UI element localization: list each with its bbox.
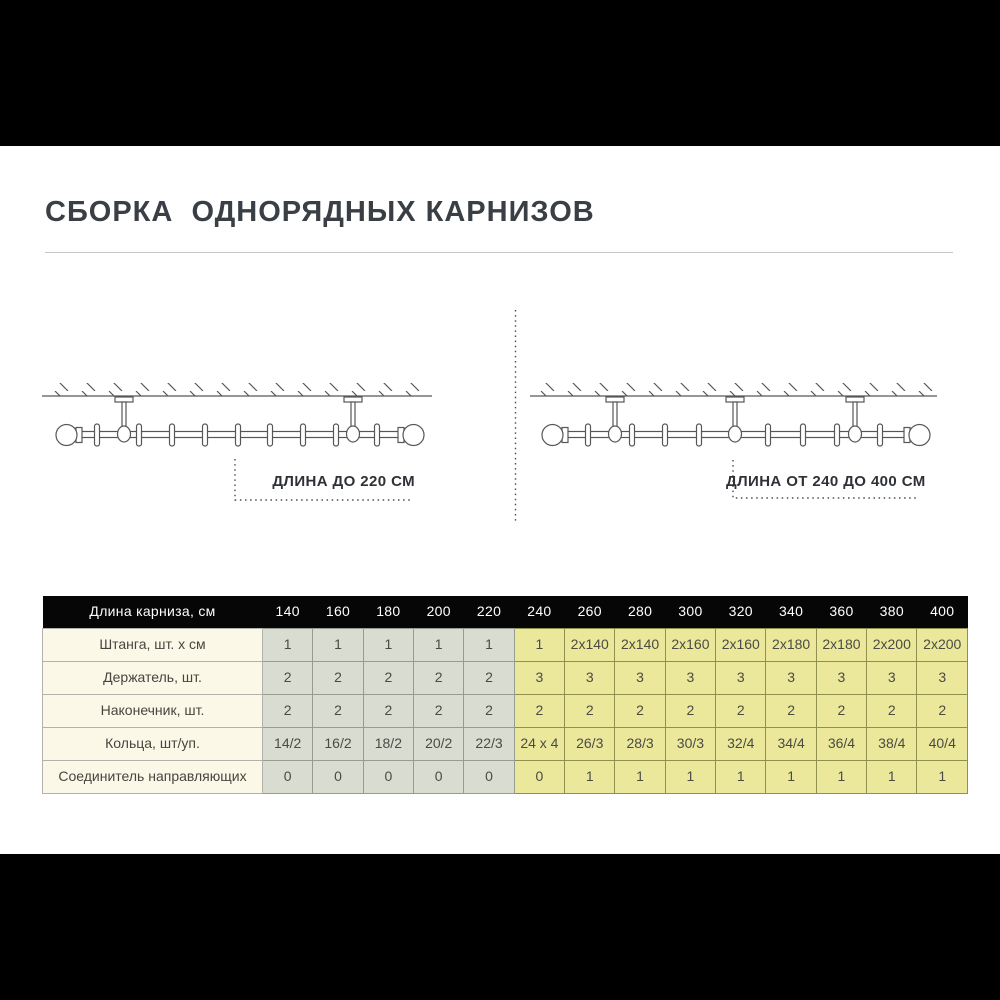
table-cell: 14/2 (263, 728, 313, 761)
diagram-label-up-to-220: ДЛИНА ДО 220 СМ (272, 473, 415, 490)
diagram-label-240-400: ДЛИНА ОТ 240 ДО 400 СМ (726, 473, 926, 490)
table-corner-header: Длина карниза, см (43, 596, 263, 629)
row-label: Наконечник, шт. (43, 695, 263, 728)
table-cell: 2 (363, 662, 413, 695)
column-header-240: 240 (514, 596, 564, 629)
top-letterbox-bar (0, 0, 1000, 146)
bottom-letterbox-bar (0, 854, 1000, 1000)
finial-ball-left (56, 425, 77, 446)
table-cell: 2 (464, 695, 514, 728)
column-header-360: 360 (816, 596, 866, 629)
ceiling-hatching (44, 383, 432, 396)
table-cell: 0 (414, 761, 464, 794)
column-header-260: 260 (565, 596, 615, 629)
table-cell: 0 (263, 761, 313, 794)
column-header-180: 180 (363, 596, 413, 629)
table-row (43, 695, 968, 728)
table-cell: 3 (917, 662, 968, 695)
table-cell: 1 (464, 629, 514, 662)
parts-table (42, 596, 968, 794)
column-header-200: 200 (414, 596, 464, 629)
row-label: Соединитель направляющих (43, 761, 263, 794)
table-cell: 2x140 (615, 629, 665, 662)
table-cell: 1 (313, 629, 363, 662)
table-cell: 28/3 (615, 728, 665, 761)
table-cell: 1 (867, 761, 917, 794)
table-cell: 2 (464, 662, 514, 695)
table-cell: 3 (867, 662, 917, 695)
column-header-340: 340 (766, 596, 816, 629)
table-cell: 2 (263, 695, 313, 728)
table-cell: 30/3 (665, 728, 715, 761)
table-cell: 2 (766, 695, 816, 728)
table-cell: 2 (363, 695, 413, 728)
table-cell: 1 (716, 761, 766, 794)
table-cell: 32/4 (716, 728, 766, 761)
table-cell: 38/4 (867, 728, 917, 761)
row-label: Кольца, шт/уп. (43, 728, 263, 761)
finial-ball-right (403, 425, 424, 446)
row-label: Держатель, шт. (43, 662, 263, 695)
column-header-280: 280 (615, 596, 665, 629)
row-label: Штанга, шт. х см (43, 629, 263, 662)
table-cell: 2 (716, 695, 766, 728)
table-cell: 3 (716, 662, 766, 695)
table-cell: 16/2 (313, 728, 363, 761)
table-cell: 20/2 (414, 728, 464, 761)
table-cell: 2x200 (867, 629, 917, 662)
table-cell: 26/3 (565, 728, 615, 761)
table-cell: 1 (917, 761, 968, 794)
table-cell: 2 (263, 662, 313, 695)
column-header-160: 160 (313, 596, 363, 629)
column-header-220: 220 (464, 596, 514, 629)
table-cell: 2x160 (665, 629, 715, 662)
cornice-assembly-diagrams (0, 300, 1000, 545)
page-title: СБОРКА ОДНОРЯДНЫХ КАРНИЗОВ (45, 196, 595, 228)
table-cell: 1 (363, 629, 413, 662)
table-cell: 0 (514, 761, 564, 794)
table-row (43, 728, 968, 761)
table-row (43, 662, 968, 695)
table-cell: 2 (565, 695, 615, 728)
table-cell: 1 (816, 761, 866, 794)
table-cell: 3 (816, 662, 866, 695)
table-cell: 2 (816, 695, 866, 728)
table-cell: 2 (313, 695, 363, 728)
table-cell: 3 (565, 662, 615, 695)
table-cell: 3 (615, 662, 665, 695)
table-cell: 24 x 4 (514, 728, 564, 761)
table-cell: 0 (313, 761, 363, 794)
table-cell: 1 (665, 761, 715, 794)
column-header-140: 140 (263, 596, 313, 629)
finial-ball-right (909, 425, 930, 446)
table-cell: 2 (313, 662, 363, 695)
table-cell: 1 (766, 761, 816, 794)
table-cell: 1 (615, 761, 665, 794)
table-cell: 2x200 (917, 629, 968, 662)
table-cell: 1 (514, 629, 564, 662)
table-cell: 1 (414, 629, 464, 662)
table-cell: 34/4 (766, 728, 816, 761)
table-cell: 2x180 (766, 629, 816, 662)
table-cell: 2x140 (565, 629, 615, 662)
table-cell: 3 (665, 662, 715, 695)
table-cell: 2 (414, 695, 464, 728)
table-cell: 36/4 (816, 728, 866, 761)
table-row (43, 629, 968, 662)
column-header-320: 320 (716, 596, 766, 629)
table-cell: 2 (917, 695, 968, 728)
table-cell: 22/3 (464, 728, 514, 761)
table-cell: 0 (363, 761, 413, 794)
finial-ball-left (542, 425, 563, 446)
table-cell: 0 (464, 761, 514, 794)
column-header-400: 400 (917, 596, 968, 629)
table-cell: 40/4 (917, 728, 968, 761)
table-cell: 2 (665, 695, 715, 728)
table-cell: 2 (615, 695, 665, 728)
table-cell: 2x160 (716, 629, 766, 662)
table-cell: 3 (766, 662, 816, 695)
table-cell: 2 (414, 662, 464, 695)
table-cell: 2 (514, 695, 564, 728)
column-header-380: 380 (867, 596, 917, 629)
table-cell: 18/2 (363, 728, 413, 761)
table-cell: 1 (565, 761, 615, 794)
table-cell: 2x180 (816, 629, 866, 662)
table-cell: 1 (263, 629, 313, 662)
table-row (43, 761, 968, 794)
table-cell: 3 (514, 662, 564, 695)
column-header-300: 300 (665, 596, 715, 629)
table-cell: 2 (867, 695, 917, 728)
ceiling-hatching (532, 383, 935, 396)
title-divider (45, 252, 953, 253)
